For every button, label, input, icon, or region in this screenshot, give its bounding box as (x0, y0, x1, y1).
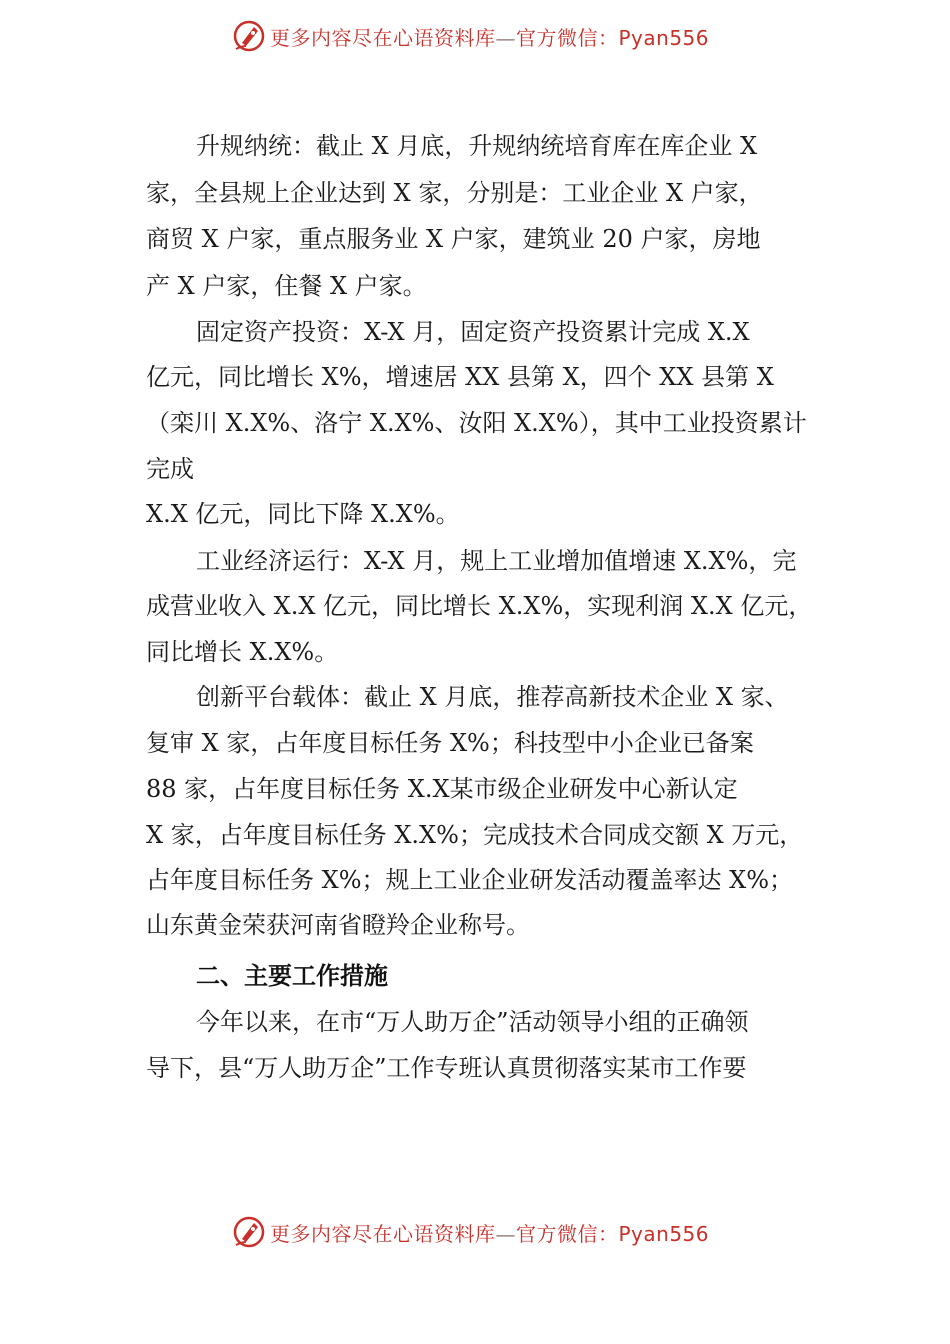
pen-nib-logo-icon (232, 1215, 266, 1249)
paragraph-line: 固定资产投资：X-X 月，固定资产投资累计完成 X.X (196, 318, 750, 346)
paragraph-line: 升规纳统：截止 X 月底，升规纳统培育库在库企业 X (196, 132, 758, 160)
banner-title: 更多内容尽在心语资料库 (270, 25, 496, 50)
paragraph-line: 工业经济运行：X-X 月，规上工业增加值增速 X.X%，完 (196, 547, 797, 575)
paragraph-line: 产 X 户家，住餐 X 户家。 (146, 272, 427, 300)
paragraph-line: 山东黄金荣获河南省瞪羚企业称号。 (146, 911, 530, 939)
paragraph-line: 导下，县“万人助万企”工作专班认真贯彻落实某市工作要 (146, 1054, 747, 1082)
banner-text (270, 1218, 709, 1247)
banner-wechat-id: Pyan556 (618, 25, 710, 50)
paragraph-line: X.X 亿元，同比下降 X.X%。 (146, 500, 460, 528)
paragraph-line: 同比增长 X.X%。 (146, 638, 339, 666)
paragraph-line: （栾川 X.X%、洛宁 X.X%、汝阳 X.X%），其中工业投资累计 (146, 409, 807, 437)
banner-title: 更多内容尽在心语资料库 (270, 1221, 496, 1246)
footer-banner (232, 1212, 709, 1252)
banner-text (270, 22, 709, 51)
banner-separator: — (495, 1221, 516, 1246)
paragraph-line: X 家，占年度目标任务 X.X%；完成技术合同成交额 X 万元， (146, 821, 804, 849)
paragraph-line: 创新平台载体：截止 X 月底，推荐高新技术企业 X 家、 (196, 683, 789, 711)
banner-wechat-label: 官方微信： (516, 25, 619, 50)
paragraph-line: 88 家，占年度目标任务 X.X某市级企业研发中心新认定 (146, 775, 738, 803)
paragraph-line: 家，全县规上企业达到 X 家，分别是：工业企业 X 户家， (146, 179, 763, 207)
pen-nib-logo-icon (232, 19, 266, 53)
paragraph-line: 完成 (146, 455, 194, 483)
paragraph-line: 亿元，同比增长 X%，增速居 XX 县第 X，四个 XX 县第 X (146, 363, 774, 391)
banner-wechat-label: 官方微信： (516, 1221, 619, 1246)
paragraph-line: 复审 X 家，占年度目标任务 X%；科技型中小企业已备案 (146, 729, 754, 757)
section-heading: 二、主要工作措施 (196, 962, 388, 990)
paragraph-line: 商贸 X 户家，重点服务业 X 户家，建筑业 20 户家，房地 (146, 225, 761, 253)
paragraph-line: 今年以来，在市“万人助万企”活动领导小组的正确领 (196, 1008, 749, 1036)
banner-wechat-id: Pyan556 (618, 1221, 710, 1246)
paragraph-line: 成营业收入 X.X 亿元，同比增长 X.X%，实现利润 X.X 亿元， (146, 592, 813, 620)
header-banner (232, 16, 709, 56)
paragraph-line: 占年度目标任务 X%；规上工业企业研发活动覆盖率达 X%； (146, 866, 794, 894)
banner-separator: — (495, 25, 516, 50)
